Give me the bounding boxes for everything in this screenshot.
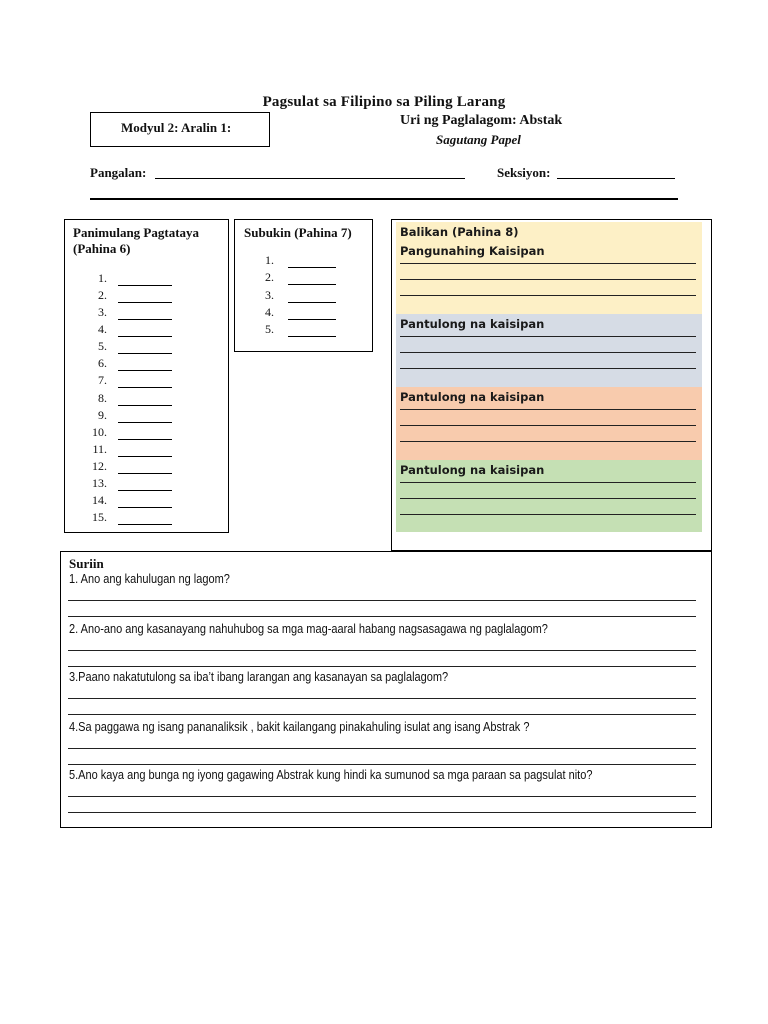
subukin-title: Subukin (Pahina 7) [244,225,352,240]
answer-blank[interactable] [118,274,172,286]
item-number: 5. [98,339,107,354]
balikan-section-label: Pangunahing Kaisipan [400,244,545,258]
answer-line[interactable] [68,616,696,617]
list-item [64,457,172,474]
list-item [64,406,172,423]
item-number: 2. [98,288,107,303]
balikan-title: Balikan (Pahina 8) [400,225,519,239]
list-item [234,268,336,285]
answer-line[interactable] [68,748,696,749]
list-item [64,423,172,440]
answer-line[interactable] [68,796,696,797]
answer-blank[interactable] [118,359,172,371]
answer-line[interactable] [68,714,696,715]
balikan-section-label: Pantulong na kaisipan [400,317,545,331]
item-number: 1. [265,253,274,268]
item-number: 13. [92,475,107,490]
sagutang-label: Sagutang Papel [436,132,521,147]
item-number: 6. [98,356,107,371]
answer-blank[interactable] [288,291,336,303]
item-number: 14. [92,492,107,507]
answer-blank[interactable] [118,308,172,320]
list-item [234,285,336,302]
answer-blank[interactable] [118,445,172,457]
answer-line[interactable] [400,441,696,442]
suriin-question: 5.Ano kaya ang bunga ng iyong gagawing Abstrak kung hindi ka sumunod sa mga paraan sa pagsulat nito? [69,768,593,782]
list-item [64,388,172,405]
item-number: 4. [98,322,107,337]
item-number: 15. [92,509,107,524]
answer-blank[interactable] [118,411,172,423]
list-item [64,354,172,371]
list-item [234,303,336,320]
panimula-page: (Pahina 6) [73,241,131,256]
answer-blank[interactable] [118,462,172,474]
answer-blank[interactable] [118,513,172,525]
item-number: 5. [265,321,274,336]
seksiyon-label: Seksiyon: [497,165,551,180]
modyul-label: Modyul 2: Aralin 1: [121,120,232,135]
answer-blank[interactable] [118,394,172,406]
pangalan-label: Pangalan: [90,165,147,180]
balikan-section [396,460,702,532]
list-item [64,440,172,457]
item-number: 7. [98,373,107,388]
list-item [64,371,172,388]
answer-line[interactable] [400,263,696,264]
answer-blank[interactable] [118,428,172,440]
answer-blank[interactable] [288,273,336,285]
answer-line[interactable] [68,666,696,667]
balikan-section [396,314,702,387]
answer-line[interactable] [400,482,696,483]
suriin-question: 3.Paano nakatutulong sa iba’t ibang larangan ang kasanayan sa paglalagom? [69,670,449,684]
answer-blank[interactable] [118,496,172,508]
list-item [64,286,172,303]
list-item [64,337,172,354]
answer-blank[interactable] [118,342,172,354]
answer-line[interactable] [400,498,696,499]
answer-line[interactable] [400,514,696,515]
panimula-header [73,225,199,257]
answer-line[interactable] [68,600,696,601]
list-item [64,491,172,508]
answer-blank[interactable] [288,256,336,268]
suriin-question: 1. Ano ang kahulugan ng lagom? [69,572,230,586]
subukin-list [234,251,336,337]
suriin-box [60,551,712,828]
answer-line[interactable] [400,295,696,296]
seksiyon-field[interactable] [557,178,675,179]
suriin-question: 4.Sa paggawa ng isang pananaliksik , bakit kailangang pinakahuling isulat ang isang Abstrak ? [69,720,530,734]
item-number: 11. [92,441,107,456]
list-item [64,320,172,337]
item-number: 3. [98,305,107,320]
item-number: 12. [92,458,107,473]
list-item [64,303,172,320]
list-item [234,320,336,337]
item-number: 2. [265,270,274,285]
item-number: 8. [98,390,107,405]
answer-line[interactable] [68,698,696,699]
item-number: 1. [98,271,107,286]
item-number: 10. [92,424,107,439]
pangalan-field[interactable] [155,178,465,179]
answer-blank[interactable] [118,325,172,337]
answer-blank[interactable] [288,308,336,320]
panimula-title: Panimulang Pagtataya [73,225,200,240]
header-divider [90,198,678,200]
list-item [64,269,172,286]
suriin-title: Suriin [69,556,104,571]
modyul-box [90,112,270,147]
answer-blank[interactable] [118,376,172,388]
list-item [64,508,172,525]
answer-line[interactable] [400,279,696,280]
answer-line[interactable] [400,336,696,337]
answer-line[interactable] [68,650,696,651]
answer-blank[interactable] [118,291,172,303]
list-item [234,251,336,268]
answer-line[interactable] [68,812,696,813]
answer-line[interactable] [400,368,696,369]
balikan-section-label: Pantulong na kaisipan [400,390,545,404]
item-number: 9. [98,407,107,422]
list-item [64,474,172,491]
item-number: 3. [265,287,274,302]
balikan-section [396,222,702,314]
balikan-section-label: Pantulong na kaisipan [400,463,545,477]
answer-line[interactable] [68,764,696,765]
answer-blank[interactable] [118,479,172,491]
balikan-section [396,387,702,460]
uri-label: Uri ng Paglalagom: Abstak [400,113,563,128]
suriin-question: 2. Ano-ano ang kasanayang nahuhubog sa mga mag-aaral habang nagsasagawa ng paglalagom? [69,622,548,636]
answer-line[interactable] [400,409,696,410]
answer-line[interactable] [400,425,696,426]
item-number: 4. [265,304,274,319]
answer-blank[interactable] [288,325,336,337]
page-title: Pagsulat sa Filipino sa Piling Larang [262,94,506,110]
panimula-list [64,269,172,525]
answer-line[interactable] [400,352,696,353]
